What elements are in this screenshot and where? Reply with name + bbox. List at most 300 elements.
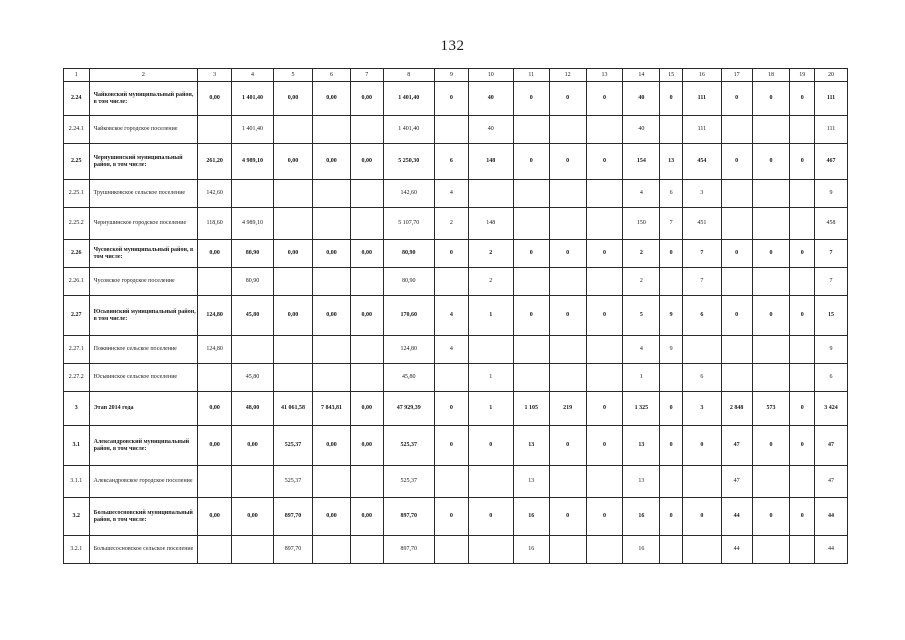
value-cell: 0 — [549, 498, 586, 536]
value-cell — [752, 268, 790, 296]
value-cell: 13 — [513, 426, 549, 466]
value-cell — [468, 536, 513, 564]
value-cell: 0,00 — [232, 498, 274, 536]
value-cell: 0 — [752, 82, 790, 116]
value-cell: 0,00 — [274, 144, 313, 180]
value-cell — [198, 536, 232, 564]
table-row — [64, 364, 848, 392]
value-cell: 0 — [790, 240, 815, 268]
value-cell — [752, 116, 790, 144]
value-cell — [790, 364, 815, 392]
value-cell: 0 — [468, 498, 513, 536]
value-cell: 458 — [815, 208, 848, 240]
value-cell: 0 — [586, 240, 623, 268]
value-cell: 7 — [682, 268, 721, 296]
row-name-cell: Большесосновское сельское поселение — [89, 536, 198, 564]
value-cell — [790, 116, 815, 144]
value-cell — [313, 536, 351, 564]
value-cell: 0,00 — [313, 426, 351, 466]
value-cell — [232, 180, 274, 208]
value-cell: 150 — [623, 208, 660, 240]
value-cell: 15 — [815, 296, 848, 336]
value-cell — [790, 536, 815, 564]
value-cell: 0 — [660, 82, 683, 116]
row-number-cell: 2.24.1 — [64, 116, 90, 144]
value-cell — [198, 364, 232, 392]
value-cell: 6 — [815, 364, 848, 392]
value-cell: 13 — [623, 426, 660, 466]
table-row — [64, 296, 848, 336]
header-cell: 18 — [752, 69, 790, 82]
value-cell — [274, 364, 313, 392]
value-cell — [468, 336, 513, 364]
value-cell: 0,00 — [274, 82, 313, 116]
table-row — [64, 180, 848, 208]
table-row — [64, 144, 848, 180]
value-cell: 9 — [815, 336, 848, 364]
value-cell: 4 — [434, 180, 468, 208]
value-cell: 7 — [660, 208, 683, 240]
value-cell: 111 — [815, 82, 848, 116]
value-cell — [586, 268, 623, 296]
value-cell: 170,60 — [383, 296, 434, 336]
value-cell — [232, 336, 274, 364]
value-cell — [232, 536, 274, 564]
value-cell — [434, 268, 468, 296]
value-cell: 9 — [815, 180, 848, 208]
value-cell: 0 — [586, 82, 623, 116]
row-number-cell: 2.25.2 — [64, 208, 90, 240]
value-cell: 7 — [682, 240, 721, 268]
value-cell: 148 — [468, 208, 513, 240]
value-cell: 3 — [682, 392, 721, 426]
value-cell: 13 — [513, 466, 549, 498]
table-row — [64, 466, 848, 498]
value-cell: 47 — [815, 426, 848, 466]
value-cell: 40 — [623, 116, 660, 144]
value-cell: 6 — [682, 296, 721, 336]
table-row — [64, 82, 848, 116]
value-cell: 3 — [682, 180, 721, 208]
value-cell — [682, 466, 721, 498]
value-cell — [513, 364, 549, 392]
value-cell: 80,90 — [383, 268, 434, 296]
value-cell: 0,00 — [350, 296, 383, 336]
value-cell — [682, 336, 721, 364]
value-cell: 0,00 — [313, 498, 351, 536]
value-cell: 897,70 — [274, 536, 313, 564]
value-cell: 0,00 — [198, 82, 232, 116]
value-cell: 4 — [434, 296, 468, 336]
value-cell — [350, 180, 383, 208]
value-cell — [752, 466, 790, 498]
value-cell: 2 — [623, 268, 660, 296]
value-cell — [752, 180, 790, 208]
value-cell: 0,00 — [313, 82, 351, 116]
value-cell: 45,80 — [232, 364, 274, 392]
row-number-cell: 2.27.1 — [64, 336, 90, 364]
value-cell: 0 — [549, 426, 586, 466]
value-cell — [586, 536, 623, 564]
value-cell — [790, 466, 815, 498]
value-cell: 1 325 — [623, 392, 660, 426]
value-cell — [313, 116, 351, 144]
value-cell: 219 — [549, 392, 586, 426]
value-cell: 0 — [513, 144, 549, 180]
value-cell — [549, 208, 586, 240]
value-cell: 0,00 — [350, 426, 383, 466]
value-cell: 5 — [623, 296, 660, 336]
header-cell: 1 — [64, 69, 90, 82]
value-cell: 47 929,39 — [383, 392, 434, 426]
value-cell — [790, 180, 815, 208]
value-cell — [313, 180, 351, 208]
value-cell — [752, 208, 790, 240]
value-cell — [721, 116, 752, 144]
value-cell — [313, 208, 351, 240]
value-cell: 124,80 — [198, 336, 232, 364]
header-cell: 10 — [468, 69, 513, 82]
value-cell: 0 — [513, 82, 549, 116]
value-cell: 467 — [815, 144, 848, 180]
value-cell — [313, 268, 351, 296]
value-cell: 0 — [721, 296, 752, 336]
value-cell: 0,00 — [313, 240, 351, 268]
value-cell: 525,37 — [274, 426, 313, 466]
value-cell: 2 — [468, 240, 513, 268]
row-name-cell: Чайковское городское поселение — [89, 116, 198, 144]
value-cell: 0 — [586, 144, 623, 180]
row-number-cell: 2.27 — [64, 296, 90, 336]
value-cell: 0 — [790, 296, 815, 336]
value-cell: 1 105 — [513, 392, 549, 426]
value-cell: 0 — [790, 82, 815, 116]
value-cell: 16 — [623, 498, 660, 536]
value-cell: 0 — [434, 498, 468, 536]
value-cell: 1 401,40 — [232, 82, 274, 116]
value-cell: 44 — [721, 536, 752, 564]
value-cell: 1 — [468, 392, 513, 426]
row-name-cell: Чернушинский муниципальный район, в том числе: — [89, 144, 198, 180]
value-cell — [198, 268, 232, 296]
value-cell: 148 — [468, 144, 513, 180]
value-cell: 47 — [721, 466, 752, 498]
value-cell: 142,60 — [198, 180, 232, 208]
value-cell: 154 — [623, 144, 660, 180]
value-cell — [513, 208, 549, 240]
value-cell: 0 — [434, 82, 468, 116]
value-cell: 7 843,81 — [313, 392, 351, 426]
value-cell: 0 — [790, 144, 815, 180]
row-number-cell: 2.27.2 — [64, 364, 90, 392]
value-cell: 48,00 — [232, 392, 274, 426]
value-cell: 40 — [468, 116, 513, 144]
row-number-cell: 3.2.1 — [64, 536, 90, 564]
value-cell — [350, 208, 383, 240]
value-cell — [274, 180, 313, 208]
header-cell: 11 — [513, 69, 549, 82]
row-number-cell: 3.1 — [64, 426, 90, 466]
value-cell: 0 — [682, 498, 721, 536]
value-cell — [468, 180, 513, 208]
value-cell: 0 — [586, 426, 623, 466]
value-cell — [752, 536, 790, 564]
value-cell: 7 — [815, 240, 848, 268]
value-cell: 0 — [752, 240, 790, 268]
value-cell: 4 — [623, 180, 660, 208]
header-cell: 14 — [623, 69, 660, 82]
row-number-cell: 2.24 — [64, 82, 90, 116]
value-cell: 0 — [752, 498, 790, 536]
value-cell — [721, 268, 752, 296]
header-cell: 20 — [815, 69, 848, 82]
header-cell: 2 — [89, 69, 198, 82]
value-cell — [549, 268, 586, 296]
value-cell: 0 — [790, 392, 815, 426]
row-number-cell: 2.26 — [64, 240, 90, 268]
value-cell — [198, 116, 232, 144]
row-name-cell: Этап 2014 года — [89, 392, 198, 426]
table-row — [64, 426, 848, 466]
value-cell: 80,90 — [232, 268, 274, 296]
value-cell: 44 — [815, 498, 848, 536]
value-cell: 0 — [549, 82, 586, 116]
value-cell: 5 107,70 — [383, 208, 434, 240]
value-cell: 45,80 — [232, 296, 274, 336]
value-cell: 111 — [682, 116, 721, 144]
header-cell: 8 — [383, 69, 434, 82]
value-cell — [586, 208, 623, 240]
header-cell: 17 — [721, 69, 752, 82]
value-cell: 261,20 — [198, 144, 232, 180]
value-cell: 0,00 — [350, 498, 383, 536]
value-cell — [274, 336, 313, 364]
value-cell — [313, 364, 351, 392]
value-cell: 1 — [468, 296, 513, 336]
row-name-cell: Пожвинское сельское поселение — [89, 336, 198, 364]
value-cell — [790, 336, 815, 364]
value-cell: 4 989,10 — [232, 144, 274, 180]
table-row — [64, 536, 848, 564]
row-name-cell: Чайковский муниципальный район, в том числе: — [89, 82, 198, 116]
value-cell: 0 — [513, 240, 549, 268]
value-cell — [513, 180, 549, 208]
value-cell — [350, 536, 383, 564]
value-cell: 0 — [721, 144, 752, 180]
value-cell — [513, 116, 549, 144]
value-cell: 0,00 — [313, 144, 351, 180]
row-number-cell: 2.26.1 — [64, 268, 90, 296]
value-cell — [586, 180, 623, 208]
header-cell: 16 — [682, 69, 721, 82]
value-cell: 5 250,30 — [383, 144, 434, 180]
value-cell — [682, 536, 721, 564]
value-cell: 0 — [660, 426, 683, 466]
value-cell — [350, 364, 383, 392]
value-cell: 0 — [752, 296, 790, 336]
value-cell: 13 — [623, 466, 660, 498]
row-name-cell: Александровское городское поселение — [89, 466, 198, 498]
value-cell: 0 — [468, 426, 513, 466]
value-cell: 897,70 — [383, 536, 434, 564]
value-cell — [549, 180, 586, 208]
header-cell: 5 — [274, 69, 313, 82]
value-cell — [232, 466, 274, 498]
value-cell: 0,00 — [350, 82, 383, 116]
value-cell: 13 — [660, 144, 683, 180]
value-cell: 2 — [434, 208, 468, 240]
value-cell: 16 — [513, 536, 549, 564]
value-cell: 1 401,40 — [383, 82, 434, 116]
value-cell: 0 — [434, 240, 468, 268]
value-cell: 0 — [586, 392, 623, 426]
row-number-cell: 3.1.1 — [64, 466, 90, 498]
table-row — [64, 392, 848, 426]
row-number-cell: 2.25.1 — [64, 180, 90, 208]
header-cell: 13 — [586, 69, 623, 82]
value-cell: 80,90 — [232, 240, 274, 268]
value-cell — [313, 466, 351, 498]
value-cell — [660, 364, 683, 392]
value-cell: 897,70 — [274, 498, 313, 536]
value-cell — [660, 268, 683, 296]
value-cell — [660, 466, 683, 498]
value-cell: 40 — [468, 82, 513, 116]
value-cell — [434, 364, 468, 392]
value-cell: 0,00 — [350, 144, 383, 180]
value-cell: 0,00 — [198, 392, 232, 426]
value-cell — [721, 336, 752, 364]
value-cell: 41 061,58 — [274, 392, 313, 426]
value-cell: 47 — [721, 426, 752, 466]
value-cell: 451 — [682, 208, 721, 240]
value-cell: 0 — [721, 240, 752, 268]
header-cell: 9 — [434, 69, 468, 82]
value-cell: 142,60 — [383, 180, 434, 208]
value-cell — [721, 180, 752, 208]
header-cell: 19 — [790, 69, 815, 82]
value-cell — [198, 466, 232, 498]
value-cell — [434, 116, 468, 144]
value-cell: 6 — [434, 144, 468, 180]
value-cell — [586, 364, 623, 392]
value-cell — [660, 536, 683, 564]
value-cell: 3 424 — [815, 392, 848, 426]
value-cell: 0,00 — [274, 240, 313, 268]
value-cell: 9 — [660, 296, 683, 336]
value-cell: 111 — [682, 82, 721, 116]
value-cell: 4 — [434, 336, 468, 364]
value-cell — [274, 116, 313, 144]
value-cell: 0 — [660, 498, 683, 536]
row-name-cell: Александровский муниципальный район, в том числе: — [89, 426, 198, 466]
value-cell: 0,00 — [198, 426, 232, 466]
value-cell — [513, 336, 549, 364]
header-cell: 7 — [350, 69, 383, 82]
value-cell: 0 — [790, 426, 815, 466]
value-cell: 0 — [549, 144, 586, 180]
value-cell: 9 — [660, 336, 683, 364]
value-cell: 1 — [623, 364, 660, 392]
value-cell: 1 401,40 — [383, 116, 434, 144]
value-cell: 0 — [752, 144, 790, 180]
value-cell: 0 — [434, 392, 468, 426]
value-cell — [721, 364, 752, 392]
value-cell: 525,37 — [383, 466, 434, 498]
value-cell — [350, 116, 383, 144]
value-cell: 0,00 — [274, 296, 313, 336]
value-cell — [752, 336, 790, 364]
header-cell: 6 — [313, 69, 351, 82]
table-row — [64, 208, 848, 240]
value-cell — [752, 364, 790, 392]
value-cell — [721, 208, 752, 240]
row-number-cell: 3.2 — [64, 498, 90, 536]
value-cell: 111 — [815, 116, 848, 144]
value-cell — [274, 208, 313, 240]
value-cell: 573 — [752, 392, 790, 426]
value-cell: 0,00 — [313, 296, 351, 336]
value-cell: 0,00 — [198, 498, 232, 536]
value-cell: 1 401,40 — [232, 116, 274, 144]
table-row — [64, 116, 848, 144]
value-cell: 6 — [682, 364, 721, 392]
value-cell: 7 — [815, 268, 848, 296]
value-cell: 0 — [660, 240, 683, 268]
value-cell: 40 — [623, 82, 660, 116]
value-cell — [434, 466, 468, 498]
value-cell: 2 848 — [721, 392, 752, 426]
row-name-cell: Большесосновский муниципальный район, в том числе: — [89, 498, 198, 536]
value-cell: 45,80 — [383, 364, 434, 392]
value-cell: 0,00 — [198, 240, 232, 268]
table-row — [64, 268, 848, 296]
table-row — [64, 336, 848, 364]
value-cell — [468, 466, 513, 498]
page-number: 132 — [440, 38, 465, 54]
header-cell: 4 — [232, 69, 274, 82]
value-cell — [434, 536, 468, 564]
value-cell — [274, 268, 313, 296]
value-cell: 2 — [623, 240, 660, 268]
value-cell: 16 — [513, 498, 549, 536]
value-cell: 0,00 — [350, 240, 383, 268]
header-cell: 12 — [549, 69, 586, 82]
value-cell: 525,37 — [274, 466, 313, 498]
value-cell: 118,60 — [198, 208, 232, 240]
row-name-cell: Чусовское городское поселение — [89, 268, 198, 296]
value-cell — [350, 336, 383, 364]
value-cell: 0 — [586, 296, 623, 336]
value-cell: 0 — [682, 426, 721, 466]
value-cell — [586, 466, 623, 498]
value-cell: 0 — [721, 82, 752, 116]
value-cell — [549, 536, 586, 564]
value-cell — [586, 116, 623, 144]
value-cell: 0 — [790, 498, 815, 536]
value-cell: 0 — [434, 426, 468, 466]
value-cell — [513, 268, 549, 296]
value-cell: 0 — [513, 296, 549, 336]
value-cell: 16 — [623, 536, 660, 564]
value-cell — [549, 466, 586, 498]
row-name-cell: Юсьвинский муниципальный район, в том числе: — [89, 296, 198, 336]
value-cell — [790, 208, 815, 240]
value-cell: 44 — [815, 536, 848, 564]
table-row — [64, 498, 848, 536]
value-cell: 525,37 — [383, 426, 434, 466]
value-cell — [350, 268, 383, 296]
